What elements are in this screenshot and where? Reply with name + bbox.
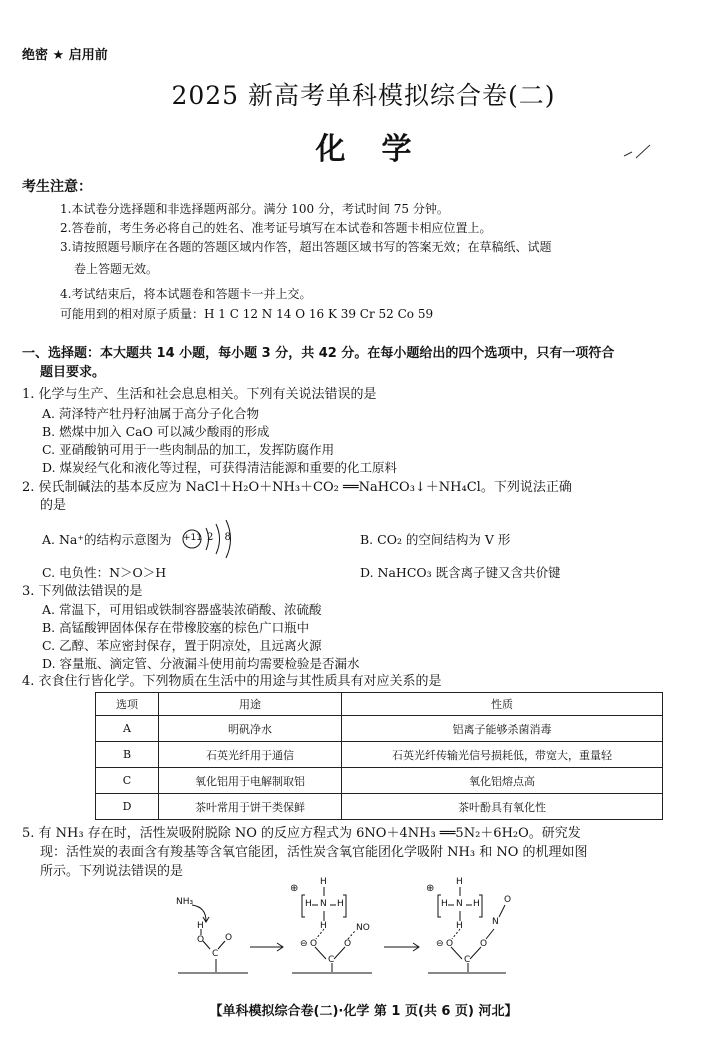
- notice-heading: 考生注意：: [22, 179, 92, 195]
- question-2-stem: 2. 侯氏制碱法的基本反应为 NaCl＋H₂O＋NH₃＋CO₂ ══NaHCO₃↓＋NH₄Cl。下列说法正确: [22, 480, 572, 495]
- table-cell: 铝离子能够杀菌消毒: [342, 716, 663, 742]
- c-atom: C: [212, 949, 219, 959]
- n-atom: N: [320, 899, 327, 909]
- h-atom: H: [320, 921, 327, 931]
- q2-option-d: D. NaHCO₃ 既含离子键又含共价键: [360, 565, 561, 580]
- q1-option-b: B. 燃煤中加入 CaO 可以减少酸雨的形成: [42, 424, 270, 439]
- q3-option-d: D. 容量瓶、滴定管、分液漏斗使用前均需要检验是否漏水: [42, 656, 360, 671]
- confidential-label: 绝密 ★ 启用前: [22, 48, 108, 63]
- q3-option-c: C. 乙醇、苯应密封保存，置于阴凉处，且远离火源: [42, 638, 322, 653]
- subject-title: 化学: [315, 132, 448, 167]
- table-header-cell: 用途: [159, 693, 342, 716]
- question-5-line: 现：活性炭的表面含有羧基等含氧官能团，活性炭含氧官能团化学吸附 NH₃ 和 NO 的机理如图: [40, 845, 588, 860]
- notice-item: 卷上答题无效。: [74, 262, 159, 276]
- no-label: NO: [356, 923, 370, 933]
- nh3-label: NH₃: [176, 897, 194, 907]
- question-1-stem: 1. 化学与生产、生活和社会息息相关。下列有关说法错误的是: [22, 387, 377, 402]
- q1-option-d: D. 煤炭经气化和液化等过程，可获得清洁能源和重要的化工原料: [42, 460, 398, 475]
- minus-charge: ⊖: [300, 939, 308, 949]
- mechanism-lines: [150, 877, 570, 989]
- o-atom: O: [310, 939, 318, 949]
- h-atom: H: [197, 921, 204, 931]
- question-2-stem-cont: 的是: [40, 498, 67, 513]
- table-cell: D: [96, 794, 159, 820]
- plus-charge: ⊕: [290, 883, 299, 894]
- h-atom: H: [456, 921, 463, 931]
- notice-item: 3.请按照题号顺序在各题的答题区域内作答，超出答题区域书写的答案无效；在草稿纸、试题: [60, 240, 552, 254]
- n-atom: N: [492, 917, 499, 927]
- q3-option-a: A. 常温下，可用铝或铁制容器盛装浓硝酸、浓硫酸: [42, 602, 322, 617]
- o-atom: O: [225, 933, 233, 943]
- table-cell: B: [96, 742, 159, 768]
- q1-option-c: C. 亚硝酸钠可用于一些肉制品的加工，发挥防腐作用: [42, 442, 335, 457]
- table-cell: 氧化铝用于电解制取铝: [159, 768, 342, 794]
- notice-item: 1.本试卷分选择题和非选择题两部分。满分 100 分，考试时间 75 分钟。: [60, 202, 449, 216]
- n-atom: N: [456, 899, 463, 909]
- table-cell: 石英光纤用于通信: [159, 742, 342, 768]
- table-cell: C: [96, 768, 159, 794]
- nucleus-label: +11: [183, 533, 202, 543]
- o-atom: O: [480, 939, 488, 949]
- h-atom: H: [456, 877, 463, 887]
- q3-option-b: B. 高锰酸钾固体保存在带橡胶塞的棕色广口瓶中: [42, 620, 310, 635]
- sodium-ion-diagram: [180, 516, 240, 560]
- question-4-stem: 4. 衣食住行皆化学。下列物质在生活中的用途与其性质具有对应关系的是: [22, 674, 442, 689]
- h-atom: H: [473, 899, 480, 909]
- notice-item: 2.答卷前，考生务必将自己的姓名、准考证号填写在本试卷和答题卡相应位置上。: [60, 221, 492, 235]
- page-footer: 【单科模拟综合卷(二)·化学 第 1 页(共 6 页) 河北】: [209, 1004, 518, 1019]
- c-atom: C: [464, 955, 471, 965]
- c-atom: C: [328, 955, 335, 965]
- atomic-masses: 可能用到的相对原子质量：H 1 C 12 N 14 O 16 K 39 Cr 52 Co 59: [60, 307, 434, 321]
- o-atom: O: [504, 895, 512, 905]
- table-cell: A: [96, 716, 159, 742]
- table-header-cell: 选项: [96, 693, 159, 716]
- q2-option-a: A. Na⁺的结构示意图为: [42, 532, 172, 547]
- q2-option-c: C. 电负性：N＞O＞H: [42, 565, 167, 580]
- question-5-line: 所示。下列说法错误的是: [40, 864, 184, 879]
- h-atom: H: [305, 899, 312, 909]
- notice-item: 4.考试结束后，将本试题卷和答题卡一并上交。: [60, 287, 312, 301]
- table-cell: 氧化铝熔点高: [342, 768, 663, 794]
- table-header-cell: 性质: [342, 693, 663, 716]
- section-line: 题目要求。: [40, 365, 106, 380]
- table-header-row: [96, 693, 663, 716]
- o-atom: O: [344, 939, 352, 949]
- table-cell: 茶叶酚具有氧化性: [342, 794, 663, 820]
- mechanism-diagram: [150, 877, 570, 989]
- section-line: 一、选择题：本大题共 14 小题，每小题 3 分，共 42 分。在每小题给出的四个选项中，只有一项符合: [22, 346, 615, 361]
- h-atom: H: [320, 877, 327, 887]
- shell-electrons: 2 8: [207, 532, 235, 543]
- pen-mark-icon: [622, 142, 652, 162]
- question-3-stem: 3. 下列做法错误的是: [22, 584, 143, 599]
- q4-table: [95, 692, 663, 820]
- q2-option-b: B. CO₂ 的空间结构为 V 形: [360, 532, 511, 547]
- table-row: [96, 794, 663, 820]
- section-heading: [22, 344, 692, 382]
- exam-title: 2025 新高考单科模拟综合卷(二): [171, 81, 556, 110]
- table-cell: 茶叶常用于饼干类保鲜: [159, 794, 342, 820]
- o-atom: O: [197, 935, 205, 945]
- table-cell: 石英光纤传输光信号损耗低，带宽大，重量轻: [342, 742, 663, 768]
- q1-option-a: A. 菏泽特产牡丹籽油属于高分子化合物: [42, 406, 259, 421]
- o-atom: O: [446, 939, 454, 949]
- h-atom: H: [337, 899, 344, 909]
- question-5-line: 5. 有 NH₃ 存在时，活性炭吸附脱除 NO 的反应方程式为 6NO＋4NH₃ ══5N₂＋6H₂O。研究发: [22, 826, 581, 841]
- table-row: [96, 742, 663, 768]
- table-cell: 明矾净水: [159, 716, 342, 742]
- table-row: [96, 768, 663, 794]
- table-row: [96, 716, 663, 742]
- plus-charge: ⊕: [426, 883, 435, 894]
- h-atom: H: [441, 899, 448, 909]
- minus-charge: ⊖: [436, 939, 444, 949]
